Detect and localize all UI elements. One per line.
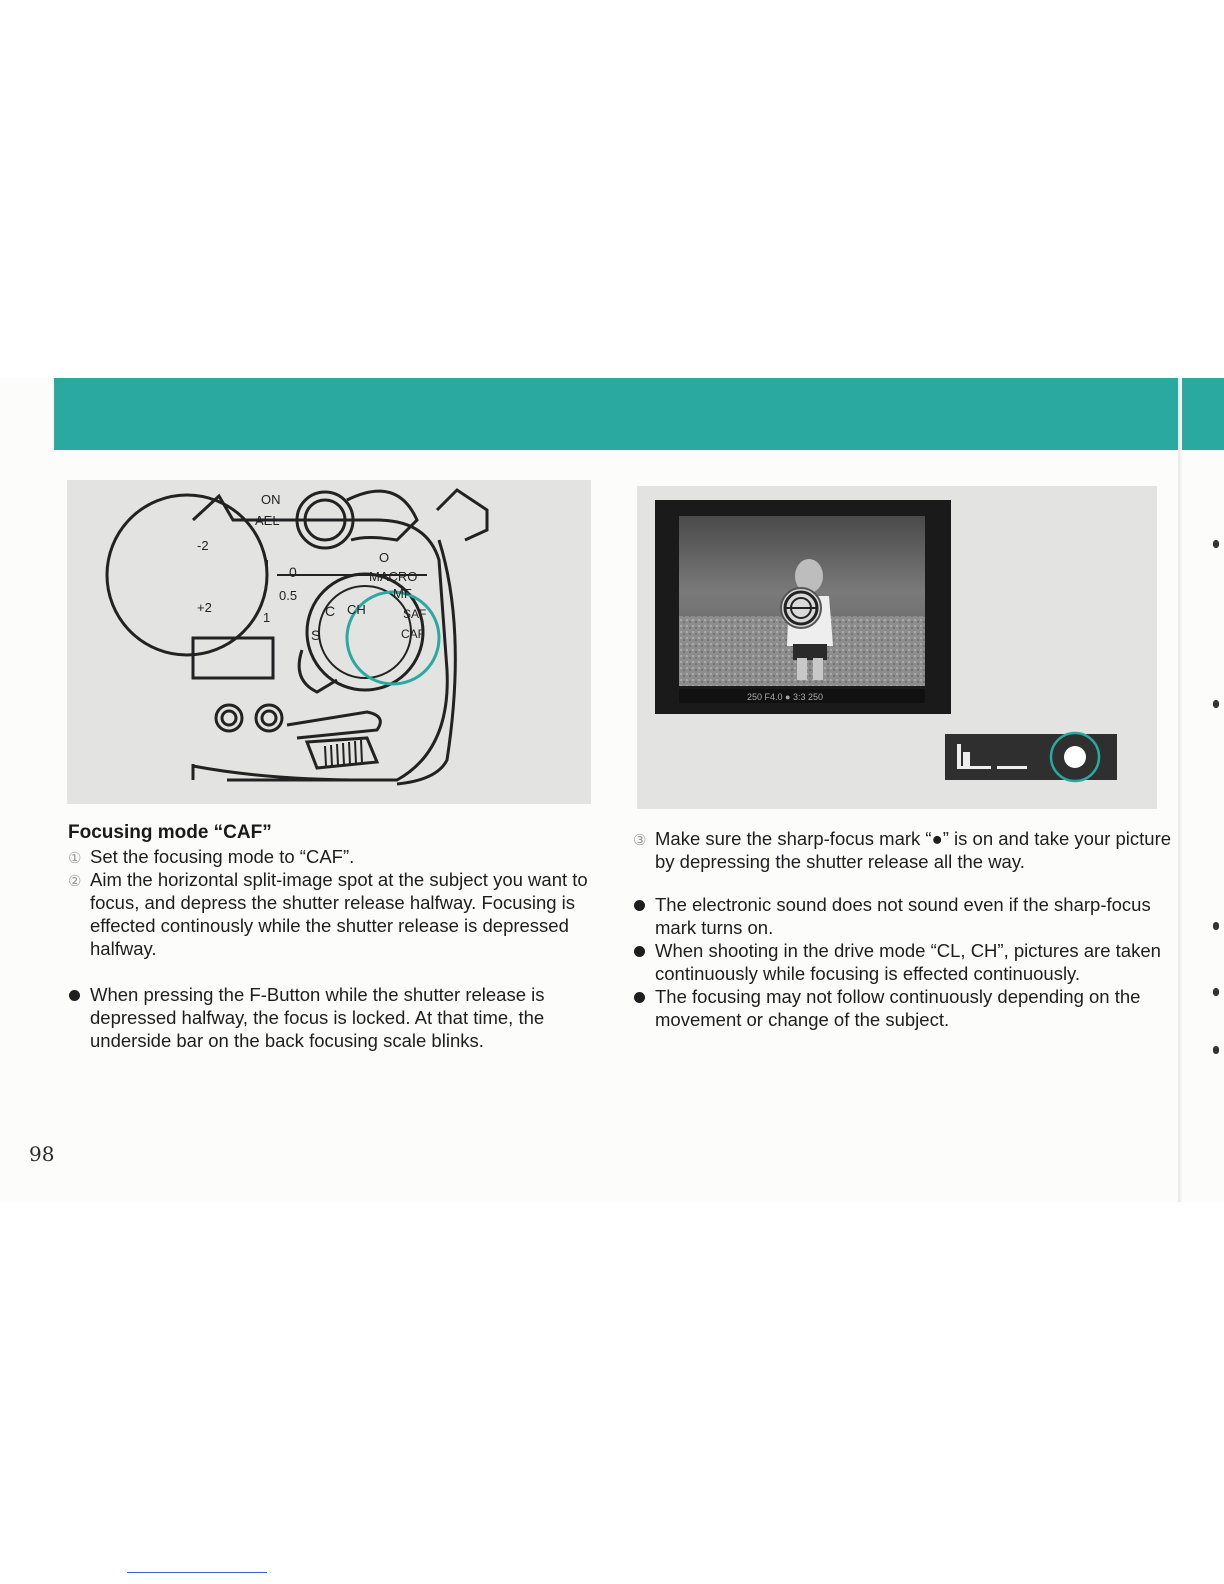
- camera-dial-illustration: [67, 480, 591, 804]
- header-band: [54, 378, 1178, 450]
- next-page-bullet-icon: [1213, 988, 1219, 996]
- label-saf: SAF: [403, 607, 427, 621]
- step-text: Set the focusing mode to “CAF”.: [90, 846, 355, 867]
- label-ael: AEL: [255, 513, 280, 528]
- note-focus-follow: The focusing may not follow continuously depending on the movement or change of the subject.: [633, 985, 1173, 1031]
- focus-scale-icon: [957, 744, 961, 766]
- label-plus2: +2: [197, 600, 212, 615]
- next-page-header-band: [1182, 378, 1224, 450]
- label-one: 1: [263, 610, 271, 625]
- label-c: C: [325, 603, 336, 619]
- step-1: [68, 845, 598, 868]
- right-column: [633, 827, 1173, 1031]
- label-ch: CH: [347, 602, 366, 617]
- step-text: Aim the horizontal split-image spot at the subject you want to focus, and depress the shutter release halfway. Focusing is effected continously while the shutter release is depressed halfway.: [90, 869, 588, 959]
- footer-underline: [127, 1572, 267, 1573]
- viewfinder-drawing: [637, 486, 1157, 809]
- label-s: S: [311, 627, 321, 643]
- note-drive-mode: When shooting in the drive mode “CL, CH”, pictures are taken continuously while focusing is effected continuously.: [633, 939, 1173, 985]
- page-gutter: [1178, 378, 1182, 1202]
- step-number: ②: [68, 873, 82, 890]
- step-2: [68, 868, 598, 960]
- viewfinder-illustration: [637, 486, 1157, 809]
- label-zero: 0: [289, 564, 297, 580]
- label-on: ON: [261, 492, 281, 507]
- next-page-bullet-icon: [1213, 700, 1219, 708]
- step-number: ③: [633, 832, 647, 849]
- next-page-bullet-icon: [1213, 1046, 1219, 1054]
- section-title: Focusing mode “CAF”: [68, 822, 272, 843]
- note-focus-lock: When pressing the F-Button while the shutter release is depressed halfway, the focus is locked. At that time, the underside bar on the back focusing scale blinks.: [68, 983, 598, 1052]
- label-macro: MACRO: [369, 569, 418, 584]
- camera-dial-drawing: [67, 480, 591, 804]
- label-ring-o: O: [379, 550, 390, 565]
- step-text: Make sure the sharp-focus mark “●” is on and take your picture by depressing the shutter release all the way.: [655, 828, 1172, 872]
- step-number: ①: [68, 850, 82, 867]
- next-page-bullet-icon: [1213, 540, 1219, 548]
- next-page-bullet-icon: [1213, 922, 1219, 930]
- focus-indicator-panel: [945, 733, 1117, 781]
- left-column: [68, 845, 598, 1052]
- label-minus2: -2: [197, 538, 209, 553]
- viewfinder-readout: 250 F4.0 ● 3:3 250: [747, 692, 823, 702]
- label-half: 0.5: [279, 588, 298, 603]
- label-caf: CAF: [401, 627, 425, 641]
- label-mf: MF: [393, 586, 412, 601]
- sharp-focus-dot-icon: [1064, 746, 1086, 768]
- note-electronic-sound: The electronic sound does not sound even if the sharp-focus mark turns on.: [633, 893, 1173, 939]
- step-3: [633, 827, 1173, 873]
- page-number: 98: [29, 1142, 55, 1166]
